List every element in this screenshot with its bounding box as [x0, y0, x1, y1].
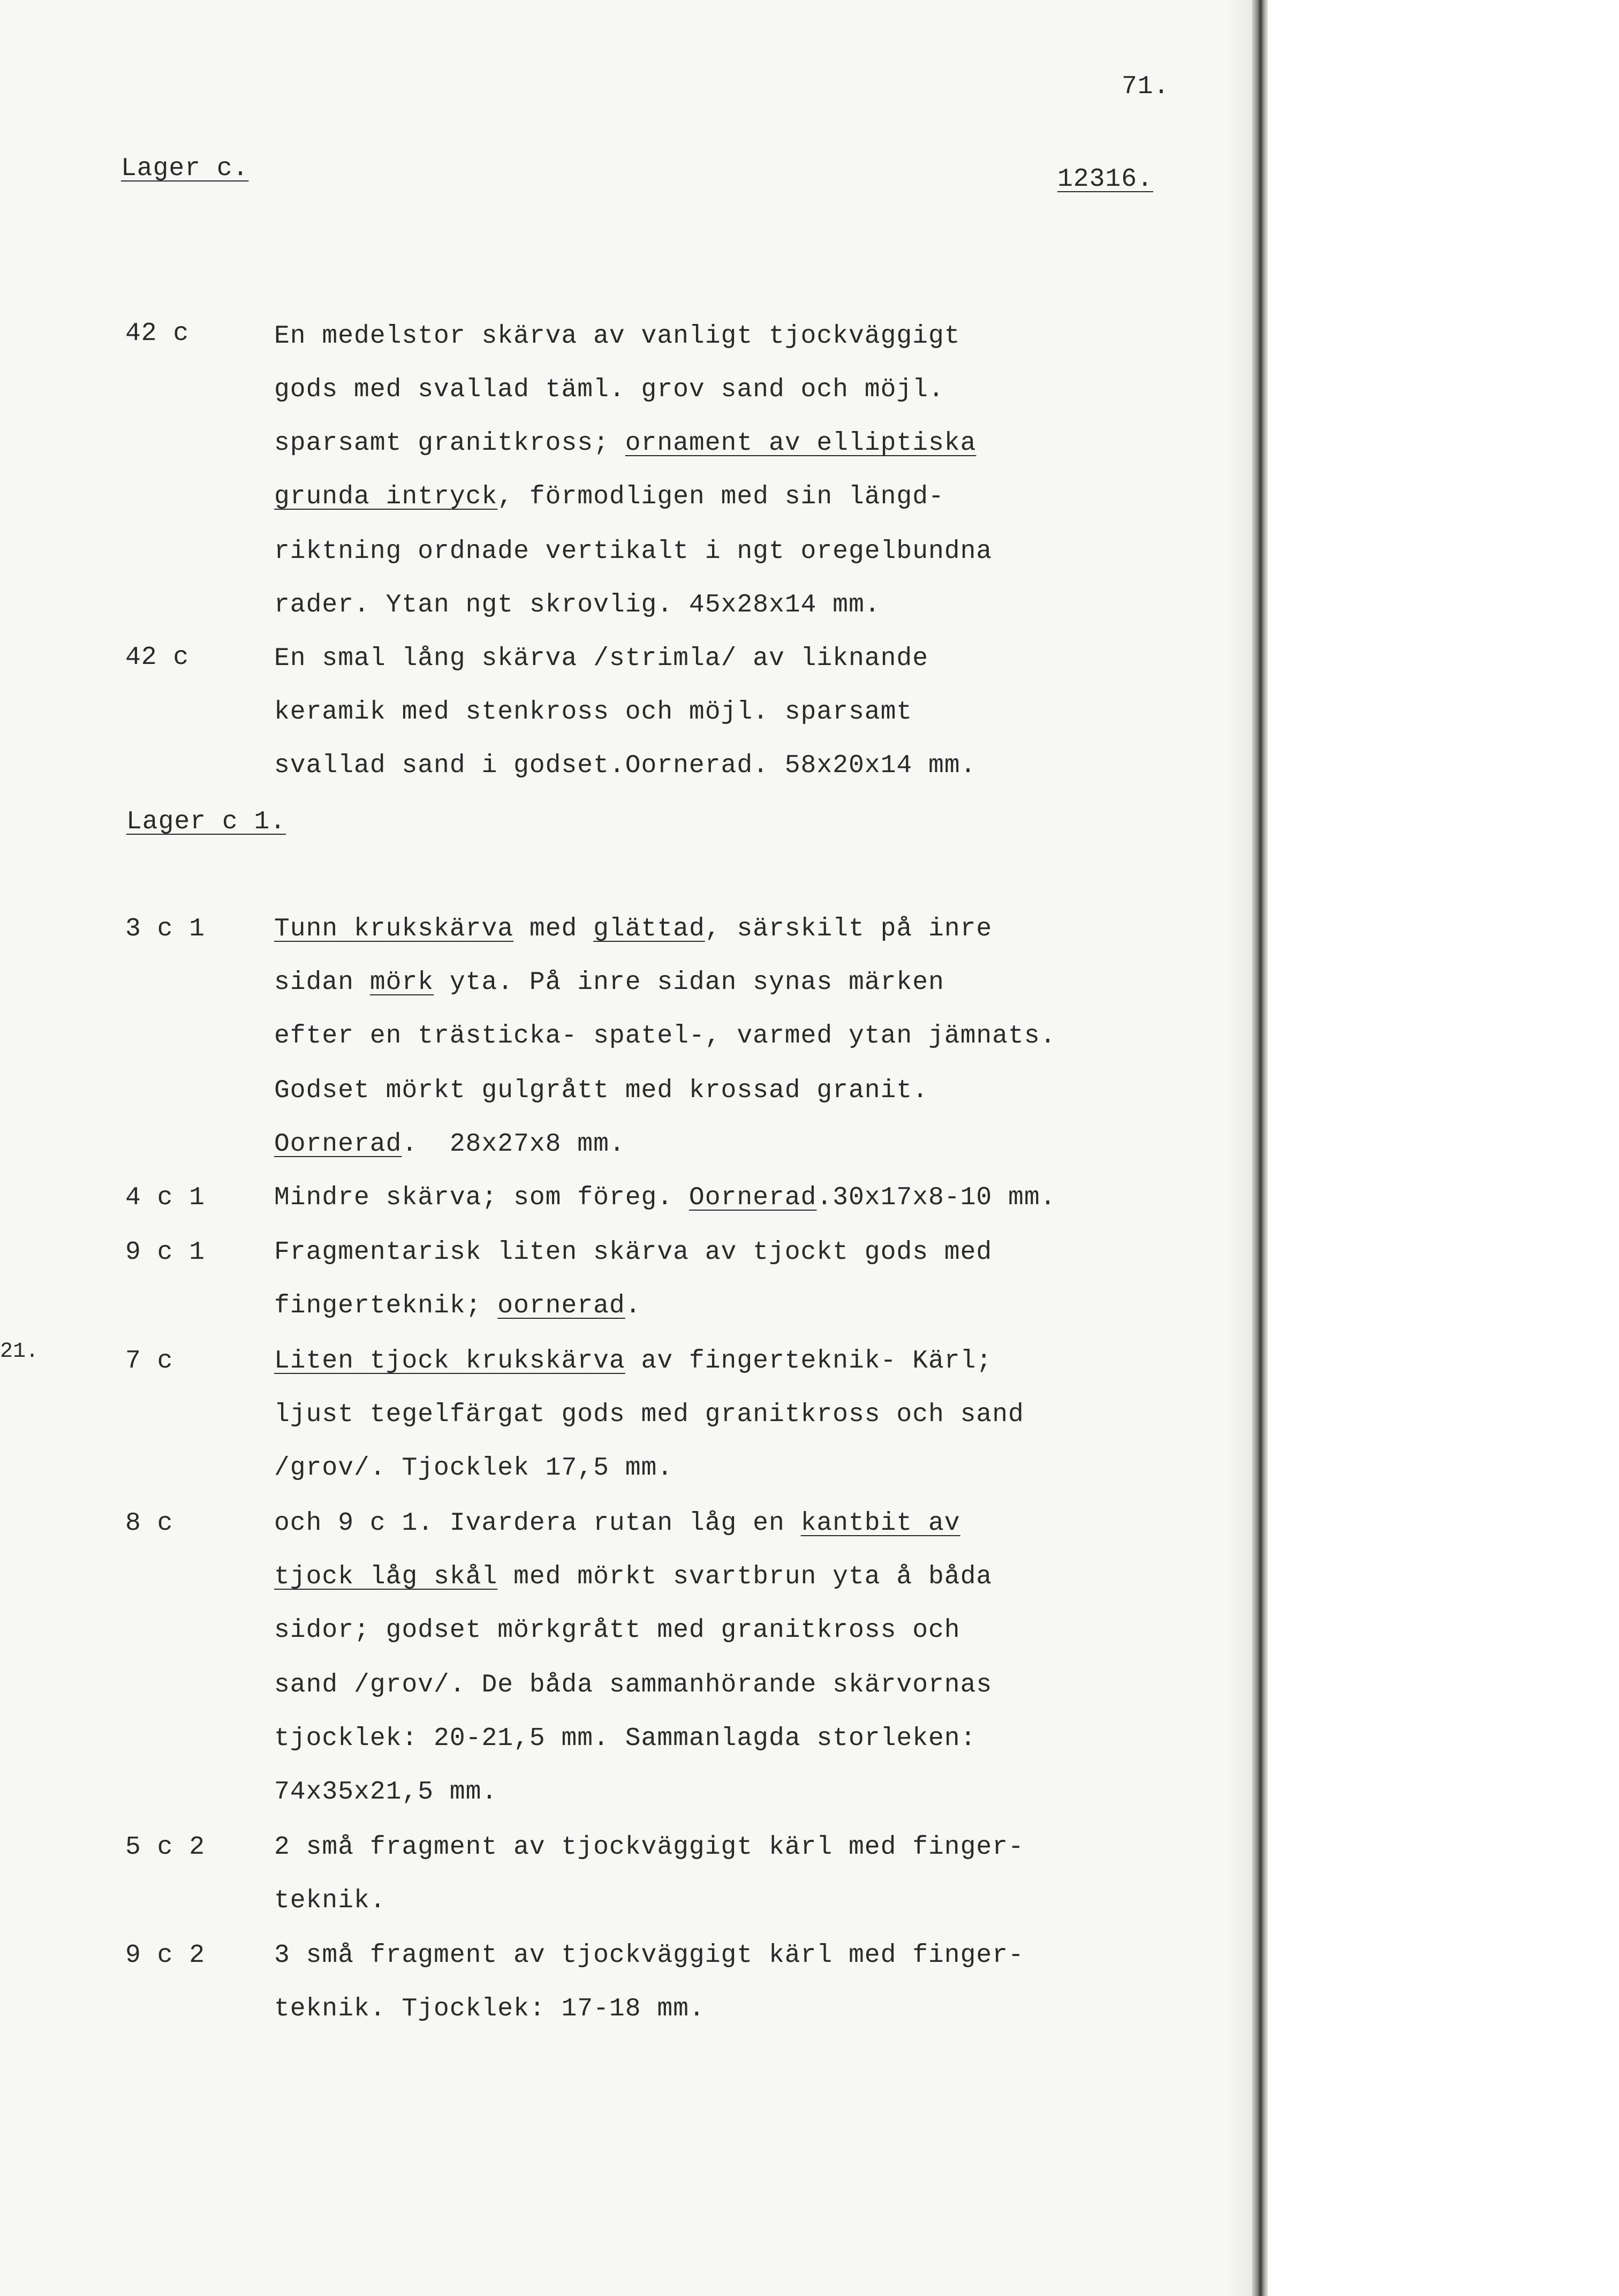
entry-line: och 9 c 1. Ivardera rutan låg en kantbit av [274, 1509, 960, 1538]
entry-line: efter en trästicka- spatel-, varmed ytan jämnats. [274, 1022, 1056, 1051]
entry-line: riktning ordnade vertikalt i ngt oregelbundna [274, 537, 993, 566]
entry-code: 5 c 2 [125, 1833, 206, 1862]
entry-line: rader. Ytan ngt skrovlig. 45x28x14 mm. [274, 591, 881, 620]
entry-line: 2 små fragment av tjockväggigt kärl med finger- [274, 1833, 1024, 1862]
entry-line: sand /grov/. De båda sammanhörande skärvornas [274, 1671, 993, 1700]
entry-line: ljust tegelfärgat gods med granitkross och sand [274, 1400, 1024, 1429]
entry-code: 9 c 1 [125, 1238, 206, 1267]
entry-line: En medelstor skärva av vanligt tjockväggigt [274, 322, 960, 351]
entry-code: 3 c 1 [125, 915, 206, 943]
entry-line: fingerteknik; oornerad. [274, 1292, 641, 1320]
section-heading-lager-c1: Lager c 1. [126, 807, 286, 836]
entry-line: Liten tjock krukskärva av fingerteknik- Kärl; [274, 1347, 993, 1376]
entry-line: Mindre skärva; som föreg. Oornerad.30x17x8-10 mm. [274, 1183, 1056, 1212]
entry-code: 42 c [125, 643, 190, 672]
section-heading-lager-c: Lager c. [121, 154, 249, 183]
entry-line: Fragmentarisk liten skärva av tjockt gods med [274, 1238, 993, 1267]
entry-line: gods med svallad täml. grov sand och möjl. [274, 375, 944, 404]
entry-line: Oornerad. 28x27x8 mm. [274, 1130, 625, 1159]
entry-line: tjocklek: 20-21,5 mm. Sammanlagda storleken: [274, 1724, 977, 1753]
entry-line: teknik. Tjocklek: 17-18 mm. [274, 1995, 705, 2023]
entry-line: teknik. [274, 1886, 386, 1915]
entry-code: 7 c [125, 1347, 173, 1376]
entry-line: svallad sand i godset.Oornerad. 58x20x14 mm. [274, 751, 977, 780]
entry-line: Godset mörkt gulgrått med krossad granit. [274, 1076, 928, 1105]
entry-line: En smal lång skärva /strimla/ av liknande [274, 644, 928, 673]
margin-mark: 21. [0, 1340, 39, 1364]
entry-code: 4 c 1 [125, 1183, 206, 1212]
entry-line: sidor; godset mörkgrått med granitkross och [274, 1616, 960, 1645]
entry-line: sidan mörk yta. På inre sidan synas märken [274, 968, 944, 997]
entry-code: 9 c 2 [125, 1941, 206, 1970]
entry-code: 42 c [125, 319, 190, 348]
binding-edge [1252, 0, 1268, 2296]
page-number: 71. [1122, 72, 1170, 101]
entry-code: 8 c [125, 1509, 173, 1538]
catalog-number: 12316. [1057, 165, 1153, 194]
entry-line: 74x35x21,5 mm. [274, 1778, 498, 1807]
entry-line: sparsamt granitkross; ornament av elliptiska [274, 429, 977, 458]
entry-line: Tunn krukskärva med glättad, särskilt på inre [274, 915, 993, 943]
gutter-shadow [1226, 0, 1252, 2296]
entry-line: 3 små fragment av tjockväggigt kärl med finger- [274, 1941, 1024, 1970]
entry-line: /grov/. Tjocklek 17,5 mm. [274, 1454, 674, 1483]
adjacent-page-edge [1268, 0, 1619, 2296]
entry-line: grunda intryck, förmodligen med sin längd- [274, 482, 944, 511]
entry-line: keramik med stenkross och möjl. sparsamt [274, 698, 913, 727]
entry-line: tjock låg skål med mörkt svartbrun yta å båda [274, 1562, 993, 1591]
